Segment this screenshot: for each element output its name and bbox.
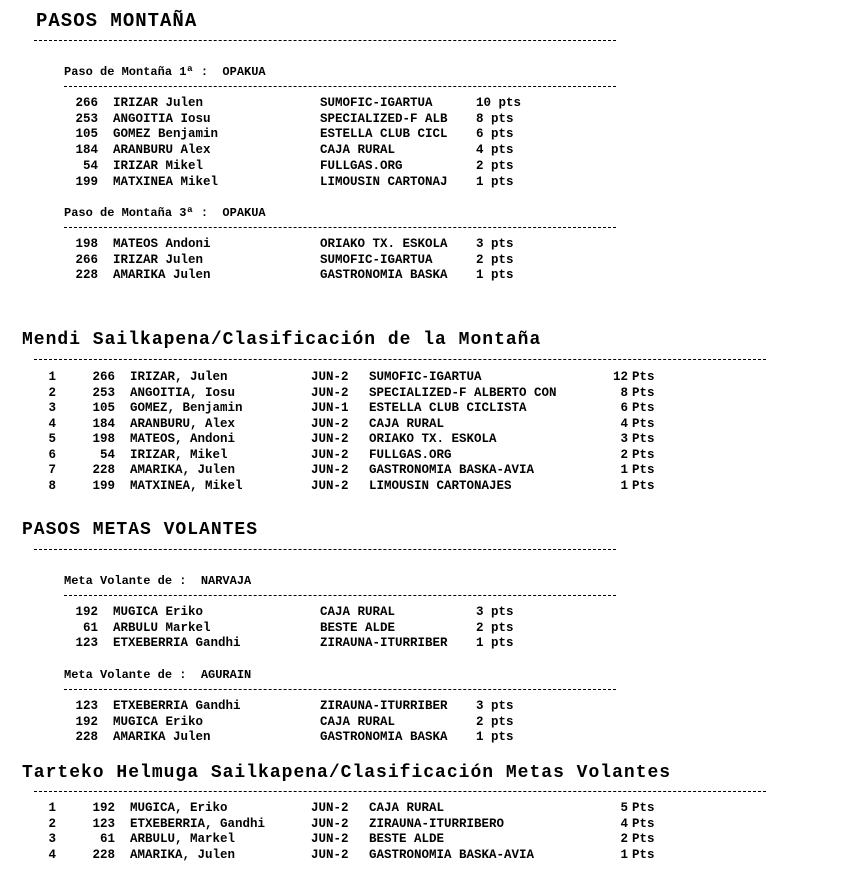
table-row bbox=[0, 127, 841, 142]
table-row bbox=[0, 253, 841, 268]
dorsal: 184 bbox=[75, 143, 98, 158]
points: 3 bbox=[620, 432, 628, 446]
position: 2 bbox=[48, 385, 56, 400]
team-name: SPECIALIZED-F ALBERTO CON bbox=[369, 385, 557, 400]
points: 8 pts bbox=[476, 111, 514, 126]
rider-name: MATEOS, Andoni bbox=[130, 432, 236, 446]
table-row bbox=[0, 621, 841, 636]
points: 2 bbox=[620, 447, 628, 462]
table-row bbox=[0, 636, 841, 651]
points: 1 pts bbox=[476, 730, 514, 744]
team-name: ESTELLA CLUB CICL bbox=[320, 127, 448, 142]
points-unit: Pts bbox=[632, 478, 655, 493]
dorsal: 266 bbox=[75, 252, 98, 267]
table-row bbox=[0, 417, 841, 432]
divider bbox=[34, 40, 616, 41]
dorsal: 253 bbox=[92, 385, 115, 400]
table-row bbox=[0, 143, 841, 158]
points-unit: Pts bbox=[632, 832, 655, 847]
pass-label: Meta Volante de : NARVAJA bbox=[64, 574, 252, 588]
dorsal: 266 bbox=[75, 96, 98, 110]
divider bbox=[64, 86, 616, 87]
table-row bbox=[0, 432, 841, 447]
divider bbox=[34, 359, 766, 360]
team-name: LIMOUSIN CARTONAJES bbox=[369, 478, 512, 493]
rider-name: IRIZAR Julen bbox=[113, 252, 204, 267]
category: JUN-2 bbox=[311, 801, 349, 815]
team-name: CAJA RURAL bbox=[320, 714, 396, 729]
team-name: SUMOFIC-IGARTUA bbox=[369, 370, 482, 384]
team-name: ZIRAUNA-ITURRIBERO bbox=[369, 816, 505, 831]
team-name: GASTRONOMIA BASKA-AVIA bbox=[369, 848, 535, 863]
dorsal: 123 bbox=[75, 636, 98, 650]
dorsal: 192 bbox=[92, 801, 115, 815]
category: JUN-2 bbox=[311, 478, 349, 493]
points-unit: Pts bbox=[632, 848, 655, 863]
category: JUN-2 bbox=[311, 385, 349, 400]
section-title-clasif-metas: Tarteko Helmuga Sailkapena/Clasificación Metas Volantes bbox=[22, 763, 672, 783]
rider-name: MUGICA Eriko bbox=[113, 714, 204, 729]
points: 8 bbox=[620, 385, 628, 400]
rider-name: ARANBURU, Alex bbox=[130, 416, 236, 431]
rider-name: MATXINEA Mikel bbox=[113, 174, 219, 189]
points: 1 pts bbox=[476, 174, 514, 189]
rider-name: IRIZAR Mikel bbox=[113, 158, 204, 173]
points: 1 bbox=[620, 478, 628, 493]
points-unit: Pts bbox=[632, 385, 655, 400]
table-row bbox=[0, 715, 841, 730]
position: 3 bbox=[48, 832, 56, 847]
team-name: ESTELLA CLUB CICLISTA bbox=[369, 401, 527, 415]
dorsal: 228 bbox=[75, 730, 98, 744]
dorsal: 105 bbox=[75, 127, 98, 142]
dorsal: 228 bbox=[92, 848, 115, 863]
rider-name: ANGOITIA Iosu bbox=[113, 111, 211, 126]
table-row bbox=[0, 832, 841, 847]
dorsal: 61 bbox=[82, 620, 98, 635]
team-name: GASTRONOMIA BASKA bbox=[320, 268, 448, 282]
position: 4 bbox=[48, 416, 56, 431]
divider bbox=[64, 595, 616, 596]
points: 3 pts bbox=[476, 237, 514, 251]
points-unit: Pts bbox=[632, 801, 655, 815]
position: 2 bbox=[48, 816, 56, 831]
table-row bbox=[0, 370, 841, 385]
points: 4 pts bbox=[476, 143, 514, 158]
dorsal: 184 bbox=[92, 416, 115, 431]
points: 2 pts bbox=[476, 158, 514, 173]
team-name: ZIRAUNA-ITURRIBER bbox=[320, 636, 448, 650]
team-name: GASTRONOMIA BASKA bbox=[320, 730, 448, 744]
position: 5 bbox=[48, 432, 56, 446]
dorsal: 228 bbox=[92, 463, 115, 477]
section-title-pasos-montana: PASOS MONTAÑA bbox=[36, 10, 198, 32]
points: 6 pts bbox=[476, 127, 514, 142]
points: 4 bbox=[620, 416, 628, 431]
table-row bbox=[0, 817, 841, 832]
rider-name: MATXINEA, Mikel bbox=[130, 478, 243, 493]
dorsal: 192 bbox=[75, 605, 98, 619]
table-row bbox=[0, 175, 841, 190]
points: 1 pts bbox=[476, 268, 514, 282]
team-name: FULLGAS.ORG bbox=[369, 447, 452, 462]
points: 1 pts bbox=[476, 636, 514, 650]
rider-name: AMARIKA, Julen bbox=[130, 848, 236, 863]
dorsal: 253 bbox=[75, 111, 98, 126]
points: 6 bbox=[620, 401, 628, 415]
team-name: ZIRAUNA-ITURRIBER bbox=[320, 699, 448, 713]
team-name: FULLGAS.ORG bbox=[320, 158, 403, 173]
rider-name: AMARIKA, Julen bbox=[130, 463, 236, 477]
position: 6 bbox=[48, 447, 56, 462]
divider bbox=[34, 549, 616, 550]
points: 2 bbox=[620, 832, 628, 847]
rider-name: ARBULU Markel bbox=[113, 620, 211, 635]
rider-name: GOMEZ, Benjamin bbox=[130, 401, 243, 415]
dorsal: 198 bbox=[75, 237, 98, 251]
points: 2 pts bbox=[476, 252, 514, 267]
points-unit: Pts bbox=[632, 416, 655, 431]
dorsal: 54 bbox=[99, 447, 115, 462]
category: JUN-2 bbox=[311, 370, 349, 384]
category: JUN-2 bbox=[311, 447, 349, 462]
team-name: CAJA RURAL bbox=[369, 801, 445, 815]
category: JUN-1 bbox=[311, 401, 349, 415]
category: JUN-2 bbox=[311, 432, 349, 446]
team-name: GASTRONOMIA BASKA-AVIA bbox=[369, 463, 535, 477]
rider-name: AMARIKA Julen bbox=[113, 268, 211, 282]
position: 8 bbox=[48, 478, 56, 493]
points-unit: Pts bbox=[632, 463, 655, 477]
position: 7 bbox=[48, 463, 56, 477]
category: JUN-2 bbox=[311, 463, 349, 477]
rider-name: ARANBURU Alex bbox=[113, 143, 211, 158]
team-name: BESTE ALDE bbox=[369, 832, 445, 847]
table-row bbox=[0, 237, 841, 252]
points-unit: Pts bbox=[632, 816, 655, 831]
dorsal: 266 bbox=[92, 370, 115, 384]
team-name: SUMOFIC-IGARTUA bbox=[320, 96, 433, 110]
table-row bbox=[0, 848, 841, 863]
points: 3 pts bbox=[476, 605, 514, 619]
team-name: LIMOUSIN CARTONAJ bbox=[320, 174, 448, 189]
dorsal: 123 bbox=[92, 816, 115, 831]
points-unit: Pts bbox=[632, 370, 655, 384]
category: JUN-2 bbox=[311, 848, 349, 863]
dorsal: 61 bbox=[99, 832, 115, 847]
points: 2 pts bbox=[476, 714, 514, 729]
table-row bbox=[0, 386, 841, 401]
table-row bbox=[0, 699, 841, 714]
points-unit: Pts bbox=[632, 401, 655, 415]
divider bbox=[34, 791, 766, 792]
points: 10 pts bbox=[476, 96, 522, 110]
table-row bbox=[0, 268, 841, 283]
rider-name: IRIZAR Julen bbox=[113, 96, 204, 110]
dorsal: 198 bbox=[92, 432, 115, 446]
rider-name: GOMEZ Benjamin bbox=[113, 127, 219, 142]
section-title-pasos-metas: PASOS METAS VOLANTES bbox=[22, 520, 259, 540]
table-row bbox=[0, 96, 841, 111]
rider-name: ARBULU, Markel bbox=[130, 832, 236, 847]
points: 2 pts bbox=[476, 620, 514, 635]
position: 1 bbox=[48, 801, 56, 815]
rider-name: ETXEBERRIA Gandhi bbox=[113, 699, 241, 713]
team-name: BESTE ALDE bbox=[320, 620, 396, 635]
points: 12 bbox=[612, 370, 628, 384]
category: JUN-2 bbox=[311, 832, 349, 847]
team-name: SPECIALIZED-F ALB bbox=[320, 111, 448, 126]
divider bbox=[64, 689, 616, 690]
pass-label: Meta Volante de : AGURAIN bbox=[64, 668, 252, 682]
pass-label: Paso de Montaña 1ª : OPAKUA bbox=[64, 65, 266, 79]
dorsal: 199 bbox=[92, 478, 115, 493]
pass-label: Paso de Montaña 3ª : OPAKUA bbox=[64, 206, 266, 220]
position: 3 bbox=[48, 401, 56, 415]
team-name: ORIAKO TX. ESKOLA bbox=[320, 237, 448, 251]
points: 1 bbox=[620, 848, 628, 863]
table-row bbox=[0, 801, 841, 816]
dorsal: 192 bbox=[75, 714, 98, 729]
points: 1 bbox=[620, 463, 628, 477]
team-name: ORIAKO TX. ESKOLA bbox=[369, 432, 497, 446]
points-unit: Pts bbox=[632, 432, 655, 446]
points-unit: Pts bbox=[632, 447, 655, 462]
divider bbox=[64, 227, 616, 228]
position: 4 bbox=[48, 848, 56, 863]
table-row bbox=[0, 159, 841, 174]
rider-name: AMARIKA Julen bbox=[113, 730, 211, 744]
points: 3 pts bbox=[476, 699, 514, 713]
team-name: SUMOFIC-IGARTUA bbox=[320, 252, 433, 267]
team-name: CAJA RURAL bbox=[320, 143, 396, 158]
dorsal: 105 bbox=[92, 401, 115, 415]
rider-name: IRIZAR, Mikel bbox=[130, 447, 228, 462]
table-row bbox=[0, 448, 841, 463]
points: 5 bbox=[620, 801, 628, 815]
team-name: CAJA RURAL bbox=[320, 605, 396, 619]
table-row bbox=[0, 112, 841, 127]
rider-name: ETXEBERRIA, Gandhi bbox=[130, 816, 266, 831]
category: JUN-2 bbox=[311, 416, 349, 431]
section-title-clasif-montana: Mendi Sailkapena/Clasificación de la Montaña bbox=[22, 330, 542, 350]
category: JUN-2 bbox=[311, 816, 349, 831]
team-name: CAJA RURAL bbox=[369, 416, 445, 431]
points: 4 bbox=[620, 816, 628, 831]
dorsal: 228 bbox=[75, 268, 98, 282]
table-row bbox=[0, 605, 841, 620]
rider-name: MUGICA Eriko bbox=[113, 605, 204, 619]
rider-name: IRIZAR, Julen bbox=[130, 370, 228, 384]
rider-name: MATEOS Andoni bbox=[113, 237, 211, 251]
table-row bbox=[0, 479, 841, 494]
table-row bbox=[0, 463, 841, 478]
dorsal: 54 bbox=[82, 158, 98, 173]
position: 1 bbox=[48, 370, 56, 384]
dorsal: 123 bbox=[75, 699, 98, 713]
table-row bbox=[0, 401, 841, 416]
dorsal: 199 bbox=[75, 174, 98, 189]
rider-name: ETXEBERRIA Gandhi bbox=[113, 636, 241, 650]
rider-name: ANGOITIA, Iosu bbox=[130, 385, 236, 400]
rider-name: MUGICA, Eriko bbox=[130, 801, 228, 815]
table-row bbox=[0, 730, 841, 745]
